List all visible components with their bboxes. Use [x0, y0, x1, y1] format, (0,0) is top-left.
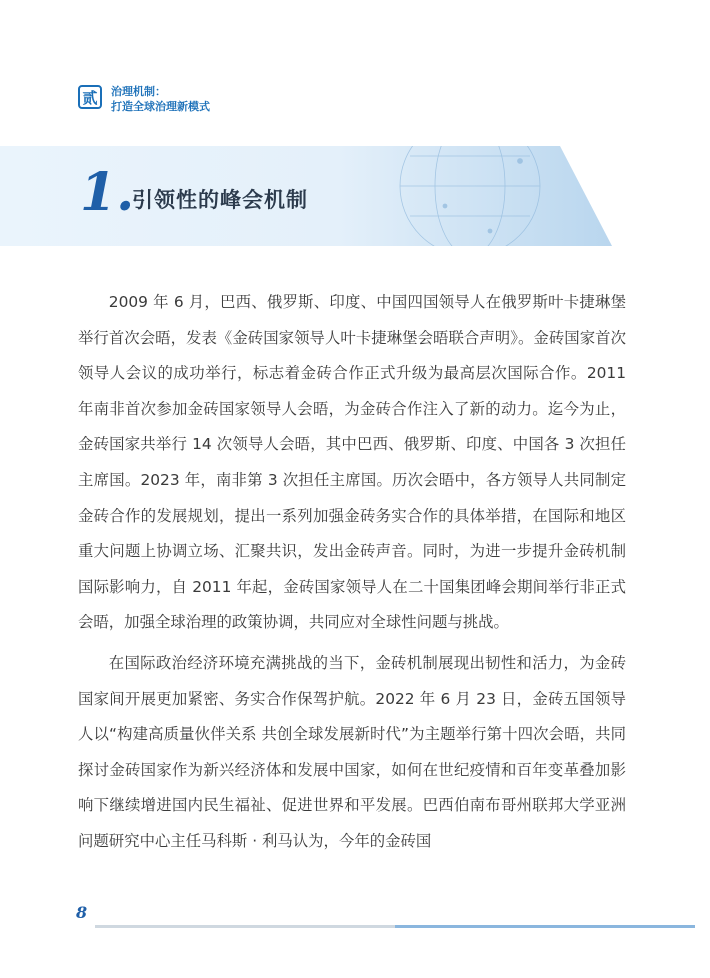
section-title: 引领性的峰会机制	[132, 188, 308, 212]
chapter-badge: 贰	[78, 85, 102, 109]
chapter-title	[111, 84, 210, 114]
body-text	[78, 285, 626, 865]
chapter-title-line1: 治理机制：	[111, 85, 166, 98]
paragraph: 2009 年 6 月，巴西、俄罗斯、印度、中国四国领导人在俄罗斯叶卡捷琳堡举行首次会晤，发表《金砖国家领导人叶卡捷琳堡会晤联合声明》。金砖国家首次领导人会议的成功举行，标志着金砖合作正式升级为最高层次国际合作。2011 年南非首次参加金砖国家领导人会晤，为金砖合作注入了新的动力。迄今为止，金砖国家共举行 14 次领导人会晤，其中巴西、俄罗斯、印度、中国各 3 次担任主席国。2023 年，南非第 3 次担任主席国。历次会晤中，各方领导人共同制定金砖合作的发展规划，提出一系列加强金砖务实合作的具体举措，在国际和地区重大问题上协调立场、汇聚共识，发出金砖声音。同时，为进一步提升金砖机制国际影响力，自 2011 年起，金砖国家领导人在二十国集团峰会期间举行非正式会晤，加强全球治理的政策协调，共同应对全球性问题与挑战。	[78, 293, 626, 632]
footer-rule	[95, 925, 695, 928]
section-number: 1.	[80, 162, 135, 223]
chapter-title-line2: 打造全球治理新模式	[111, 100, 210, 113]
paragraph: 在国际政治经济环境充满挑战的当下，金砖机制展现出韧性和活力，为金砖国家间开展更加紧密、务实合作保驾护航。2022 年 6 月 23 日，金砖五国领导人以“构建高质量伙伴关系 共创全球发展新时代”为主题举行第十四次会晤，共同探讨金砖国家作为新兴经济体和发展中国家，如何在世纪疫情和百年变革叠加影响下继续增进国内民生福祉、促进世界和平发展。巴西伯南布哥州联邦大学亚洲问题研究中心主任马科斯 · 利马认为，今年的金砖国	[78, 653, 626, 850]
page-number: 8	[76, 903, 88, 922]
